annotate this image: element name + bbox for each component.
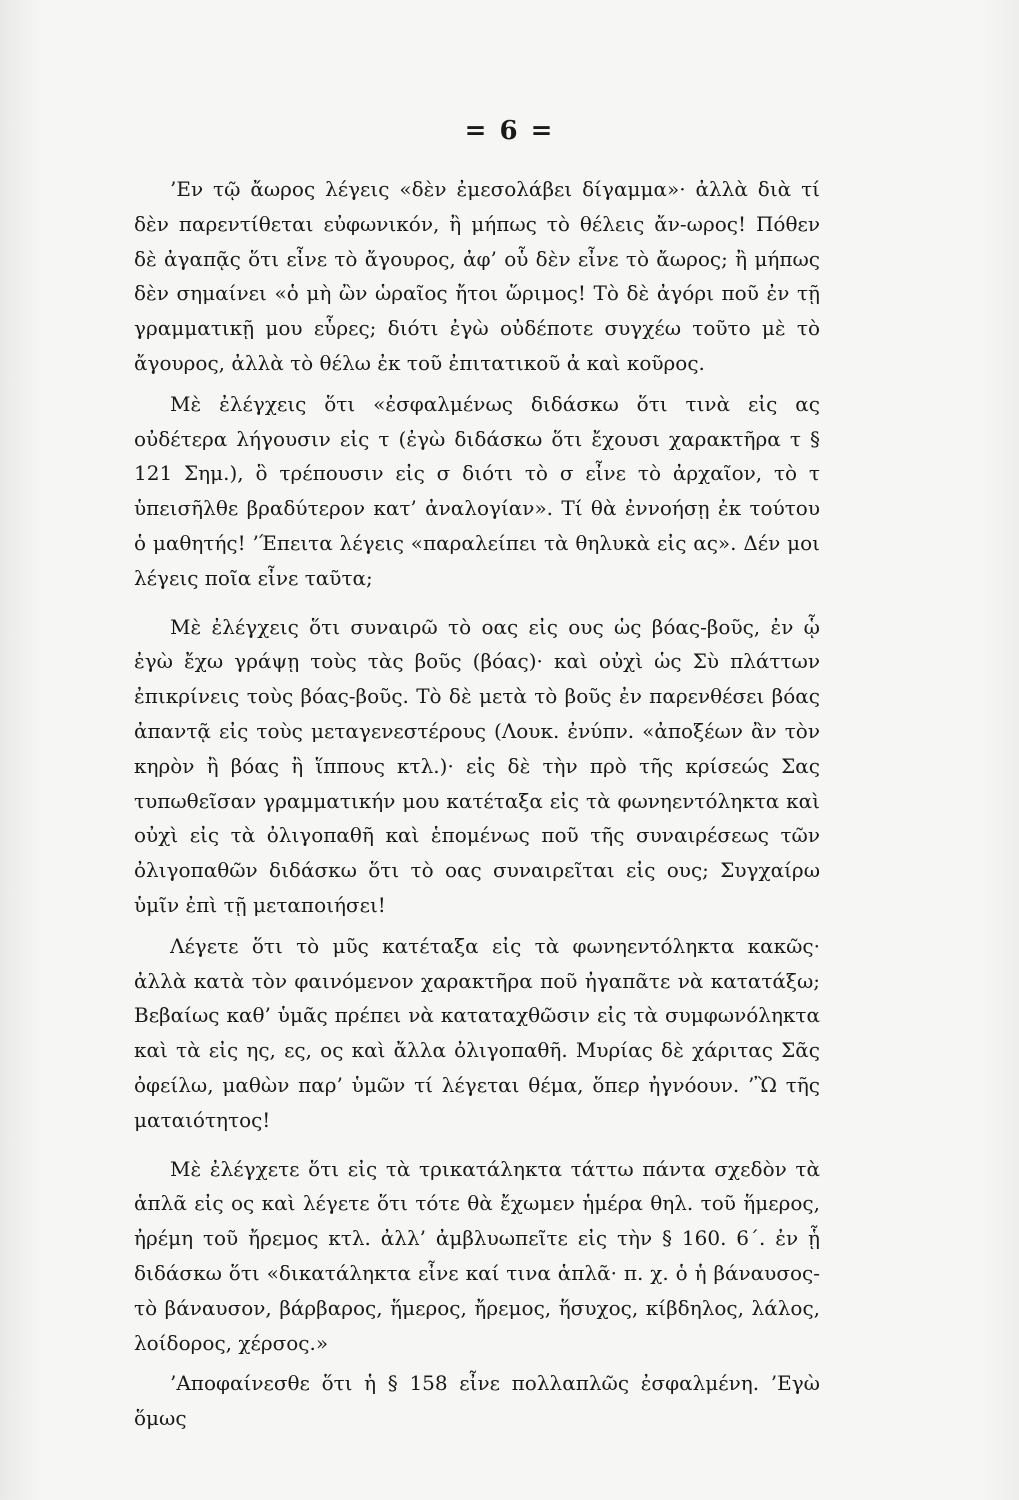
paragraph: Μὲ ἐλέγχεις ὅτι «ἐσφαλμένως διδάσκω ὅτι τινὰ εἰς ας οὐδέτερα λήγουσιν εἰς τ (ἐγὼ διδάσκω ὅτι ἔχουσι χαρακτῆρα τ § 121 Σημ.), ὃ τρέπουσιν εἰς σ διότι τὸ σ εἶνε τὸ ἀρχαῖον, τὸ τ ὑπεισῆλθε βραδύτερον κατ’ ἀναλογίαν». Τί θὰ ἐννοήσῃ ἐκ τούτου ὁ μαθητής! ’Έπειτα λέγεις «παραλείπει τὰ θηλυκὰ εἰς ας». Δέν μοι λέγεις ποῖα εἶνε ταῦτα;: [134, 391, 820, 590]
paragraph: ’Αποφαίνεσθε ὅτι ἡ § 158 εἶνε πολλαπλῶς ἐσφαλμένη. ’Εγὼ ὅμως: [134, 1371, 820, 1431]
paragraph: ’Εν τῷ ἄωρος λέγεις «δὲν ἐμεσολάβει δίγαμμα»· ἀλλὰ διὰ τί δὲν παρεντίθεται εὐφωνικόν, ἢ μήπως τὸ θέλεις ἄν-ωρος! Πόθεν δὲ ἀγαπᾷς ὅτι εἶνε τὸ ἄγουρος, ἀφ’ οὗ δὲν εἶνε τὸ ἄωρος; ἢ μήπως δὲν σημαίνει «ὁ μὴ ὢν ὡραῖος ἤτοι ὥριμος! Τὸ δὲ ἀγόρι ποῦ ἐν τῇ γραμματικῇ μου εὗρες; διότι ἐγὼ οὐδέποτε συγχέω τοῦτο μὲ τὸ ἄγουρος, ἀλλὰ τὸ θέλω ἐκ τοῦ ἐπιτατικοῦ ἀ καὶ κοῦρος.: [134, 177, 820, 375]
page-number: = 6 =: [464, 116, 555, 146]
paragraph: Λέγετε ὅτι τὸ μῦς κατέταξα εἰς τὰ φωνηεντόληκτα κακῶς· ἀλλὰ κατὰ τὸν φαινόμενον χαρακτῆρα ποῦ ἠγαπᾶτε νὰ κατατάξω; Βεβαίως καθ’ ὑμᾶς πρέπει νὰ καταταχθῶσιν εἰς τὰ συμφωνόληκτα καὶ τὰ εἰς ης, ες, ος καὶ ἄλλα ὀλιγοπαθῆ. Μυρίας δὲ χάριτας Σᾶς ὀφείλω, μαθὼν παρ’ ὑμῶν τί λέγεται θέμα, ὅπερ ἠγνόουν. ’Ὢ τῆς ματαιότητος!: [134, 933, 820, 1132]
paragraph: Μὲ ἐλέγχεις ὅτι συναιρῶ τὸ οας εἰς ους ὡς βόας-βοῦς, ἐν ᾧ ἐγὼ ἔχω γράψῃ τοὺς τὰς βοῦς (βόας)· καὶ οὐχὶ ὡς Σὺ πλάττων ἐπικρίνεις τοὺς βόας-βοῦς. Τὸ δὲ μετὰ τὸ βοῦς ἐν παρενθέσει βόας ἀπαντᾷ εἰς τοὺς μεταγενεστέρους (Λουκ. ἐνύπν. «ἀποξέων ἂν τὸν κηρὸν ἢ βόας ἢ ἵππους κτλ.)· εἰς δὲ τὴν πρὸ τῆς κρίσεώς Σας τυπωθεῖσαν γραμματικήν μου κατέταξα εἰς τὰ φωνηεντόληκτα καὶ οὐχὶ εἰς τὰ ὀλιγοπαθῆ καὶ ἑπομένως ποῦ τῆς συναιρέσεως τῶν ὀλιγοπαθῶν διδάσκω ὅτι τὸ οας συναιρεῖται εἰς ους; Συγχαίρω ὑμῖν ἐπὶ τῇ μεταποιήσει!: [134, 614, 820, 917]
paragraph: Μὲ ἐλέγχετε ὅτι εἰς τὰ τρικατάληκτα τάττω πάντα σχεδὸν τὰ ἁπλᾶ εἰς ος καὶ λέγετε ὅτι τότε θὰ ἔχωμεν ἡμέρα θηλ. τοῦ ἥμερος, ἠρέμη τοῦ ἤρεμος κτλ. ἀλλ’ ἀμβλυωπεῖτε εἰς τὴν § 160. 6΄. ἐν ᾗ διδάσκω ὅτι «δικατάληκτα εἶνε καί τινα ἁπλᾶ· π. χ. ὁ ἡ βάναυσος-τὸ βάναυσον, βάρβαρος, ἥμερος, ἤρεμος, ἥσυχος, κίβδηλος, λάλος, λοίδορος, χέρσος.»: [134, 1156, 820, 1355]
body-text: [134, 172, 820, 1436]
